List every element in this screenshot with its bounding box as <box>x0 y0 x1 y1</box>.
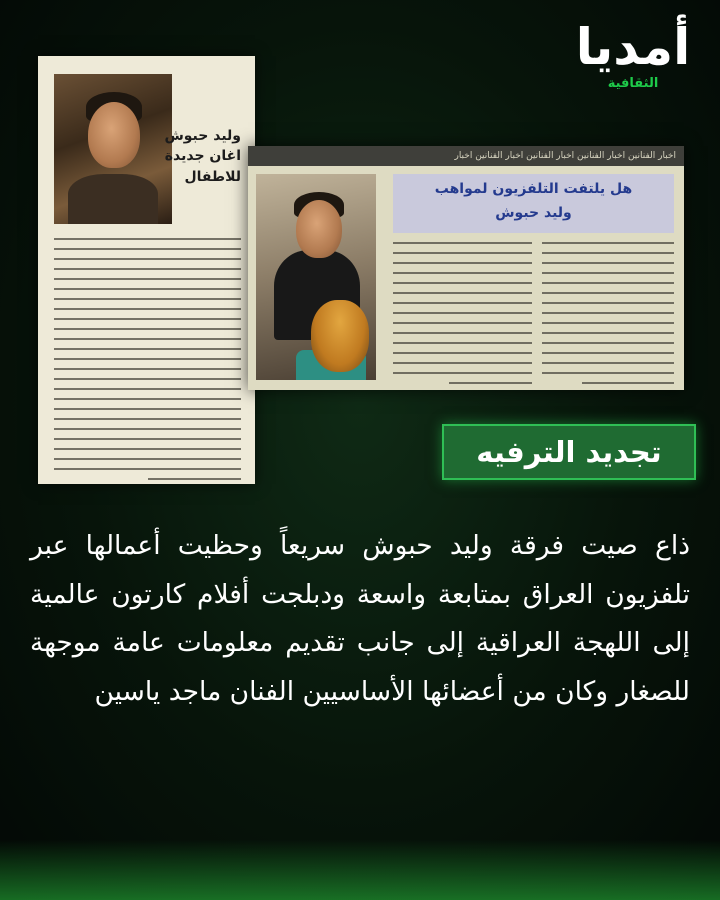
logo-wordmark: أمديا <box>575 18 691 76</box>
article-text-block <box>54 238 241 484</box>
logo-subtitle: الثقافية <box>607 76 659 91</box>
bottom-glow <box>0 840 720 900</box>
newspaper-clipping-right <box>248 146 684 390</box>
brand-logo <box>568 18 698 91</box>
article-column-left <box>393 242 532 390</box>
performer-with-puppet-photo <box>256 174 376 380</box>
clipping-left-title: وليد حبوش اغان جديدة للاطفال <box>164 128 241 185</box>
article-column-right <box>542 242 674 390</box>
clipping-header-band: اخبار الفنانين اخبار الفنانين اخبار الفنانين اخبار الفنانين اخبار <box>248 146 684 166</box>
body-paragraph: ذاع صيت فرقة وليد حبوش سريعاً وحظيت أعمالها عبر تلفزيون العراق بمتابعة واسعة ودبلجت أفلام كارتون عالمية إلى اللهجة العراقية إلى جانب تقديم معلومات عامة موجهة للصغار وكان من أعضائها الأساسيين الفنان ماجد ياسين <box>30 530 690 707</box>
newspaper-clipping-left <box>38 56 255 484</box>
clipping-right-title: هل يلتفت التلفزيون لمواهب وليد حبوش <box>393 174 674 233</box>
section-heading: تجديد الترفيه <box>442 424 696 480</box>
